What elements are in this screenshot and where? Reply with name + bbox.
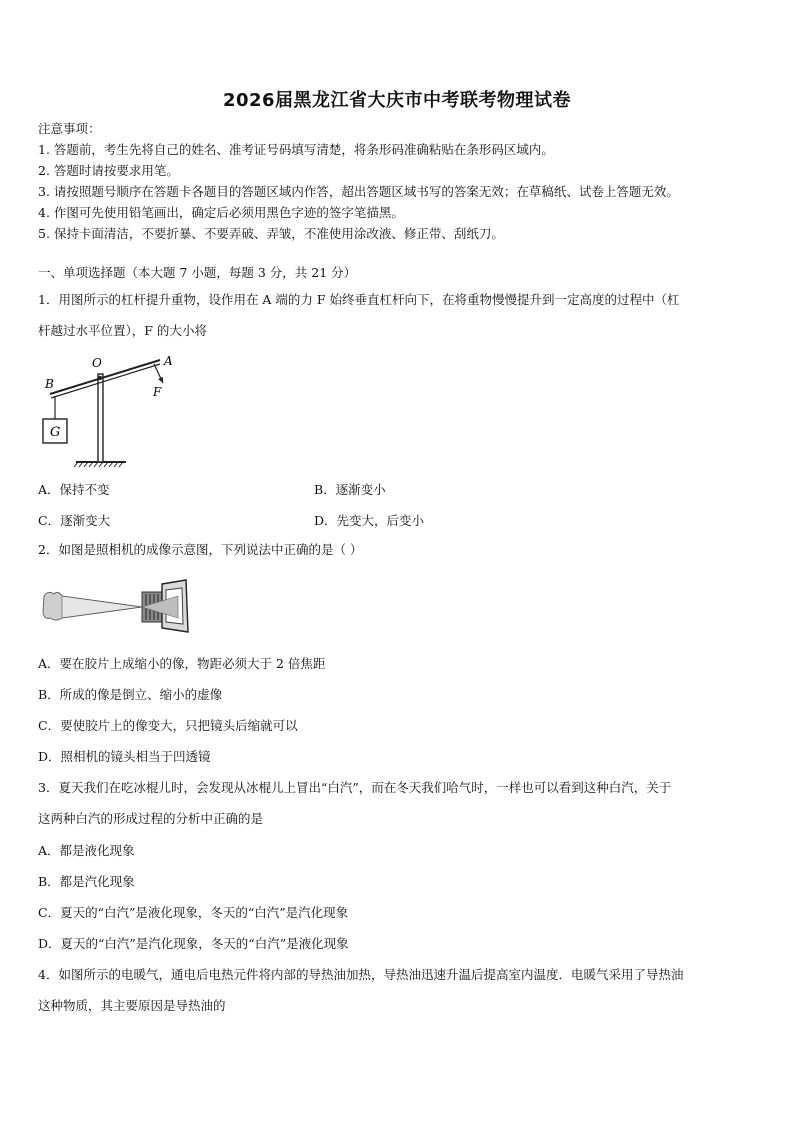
q2-option-c: C．要使胶片上的像变大，只把镜头后缩就可以 bbox=[38, 718, 298, 733]
label-o: O bbox=[92, 356, 102, 370]
label-g: G bbox=[50, 425, 61, 440]
question-4-stem-cont: 这种物质，其主要原因是导热油的 bbox=[38, 998, 226, 1013]
notice-item: 4. 作图可先使用铅笔画出，确定后必须用黑色字迹的签字笔描黑。 bbox=[38, 205, 404, 220]
question-4-stem: 4．如图所示的电暖气，通电后电热元件将内部的导热油加热，导热油迅速升温后提高室内温度．电暖气采用了导热油 bbox=[38, 967, 684, 982]
notice-item: 3. 请按照题号顺序在答题卡各题目的答题区域内作答，超出答题区域书写的答案无效；在草稿纸、试卷上答题无效。 bbox=[38, 184, 679, 199]
q1-option-c: C．逐渐变大 bbox=[38, 513, 111, 528]
label-f: F bbox=[153, 385, 162, 399]
question-1-stem-cont: 杆越过水平位置），F 的大小将 bbox=[38, 323, 207, 338]
q1-option-b: B．逐渐变小 bbox=[314, 482, 386, 497]
q2-option-b: B．所成的像是倒立、缩小的虚像 bbox=[38, 687, 223, 702]
q2-option-a: A．要在胶片上成缩小的像，物距必须大于 2 倍焦距 bbox=[38, 656, 326, 671]
lever-diagram bbox=[36, 352, 186, 468]
notice-heading: 注意事项： bbox=[38, 121, 101, 136]
notice-item: 1. 答题前，考生先将自己的姓名、准考证号码填写清楚，将条形码准确粘贴在条形码区域内。 bbox=[38, 142, 554, 157]
q3-option-c: C．夏天的“白汽”是液化现象，冬天的“白汽”是汽化现象 bbox=[38, 905, 349, 920]
notice-item: 2. 答题时请按要求用笔。 bbox=[38, 163, 179, 178]
question-2-stem: 2．如图是照相机的成像示意图，下列说法中正确的是（ ） bbox=[38, 542, 363, 557]
q2-option-d: D．照相机的镜头相当于凹透镜 bbox=[38, 749, 211, 764]
notice-item: 5. 保持卡面清洁，不要折暴、不要弄破、弄皱，不准使用涂改液、修正带、刮纸刀。 bbox=[38, 226, 504, 241]
q1-option-d: D．先变大，后变小 bbox=[314, 513, 425, 528]
question-3-stem: 3．夏天我们在吃冰棍儿时，会发现从冰棍儿上冒出“白汽”，而在冬天我们哈气时，一样也可以看到这种白汽，关于 bbox=[38, 780, 672, 795]
page-title: 2026届黑龙江省大庆市中考联考物理试卷 bbox=[222, 90, 572, 111]
label-a: A bbox=[164, 354, 173, 368]
q1-option-a: A．保持不变 bbox=[38, 482, 110, 497]
q3-option-b: B．都是汽化现象 bbox=[38, 874, 135, 889]
question-1-stem: 1．用图所示的杠杆提升重物，设作用在 A 端的力 F 始终垂直杠杆向下，在将重物慢慢提升到一定高度的过程中（杠 bbox=[38, 292, 680, 307]
q3-option-a: A．都是液化现象 bbox=[38, 843, 135, 858]
label-b: B bbox=[45, 377, 54, 391]
camera-diagram bbox=[38, 574, 198, 638]
question-3-stem-cont: 这两种白汽的形成过程的分析中正确的是 bbox=[38, 811, 264, 826]
q3-option-d: D．夏天的“白汽”是汽化现象，冬天的“白汽”是液化现象 bbox=[38, 936, 349, 951]
section-heading: 一、单项选择题（本大题 7 小题，每题 3 分，共 21 分） bbox=[38, 265, 357, 280]
